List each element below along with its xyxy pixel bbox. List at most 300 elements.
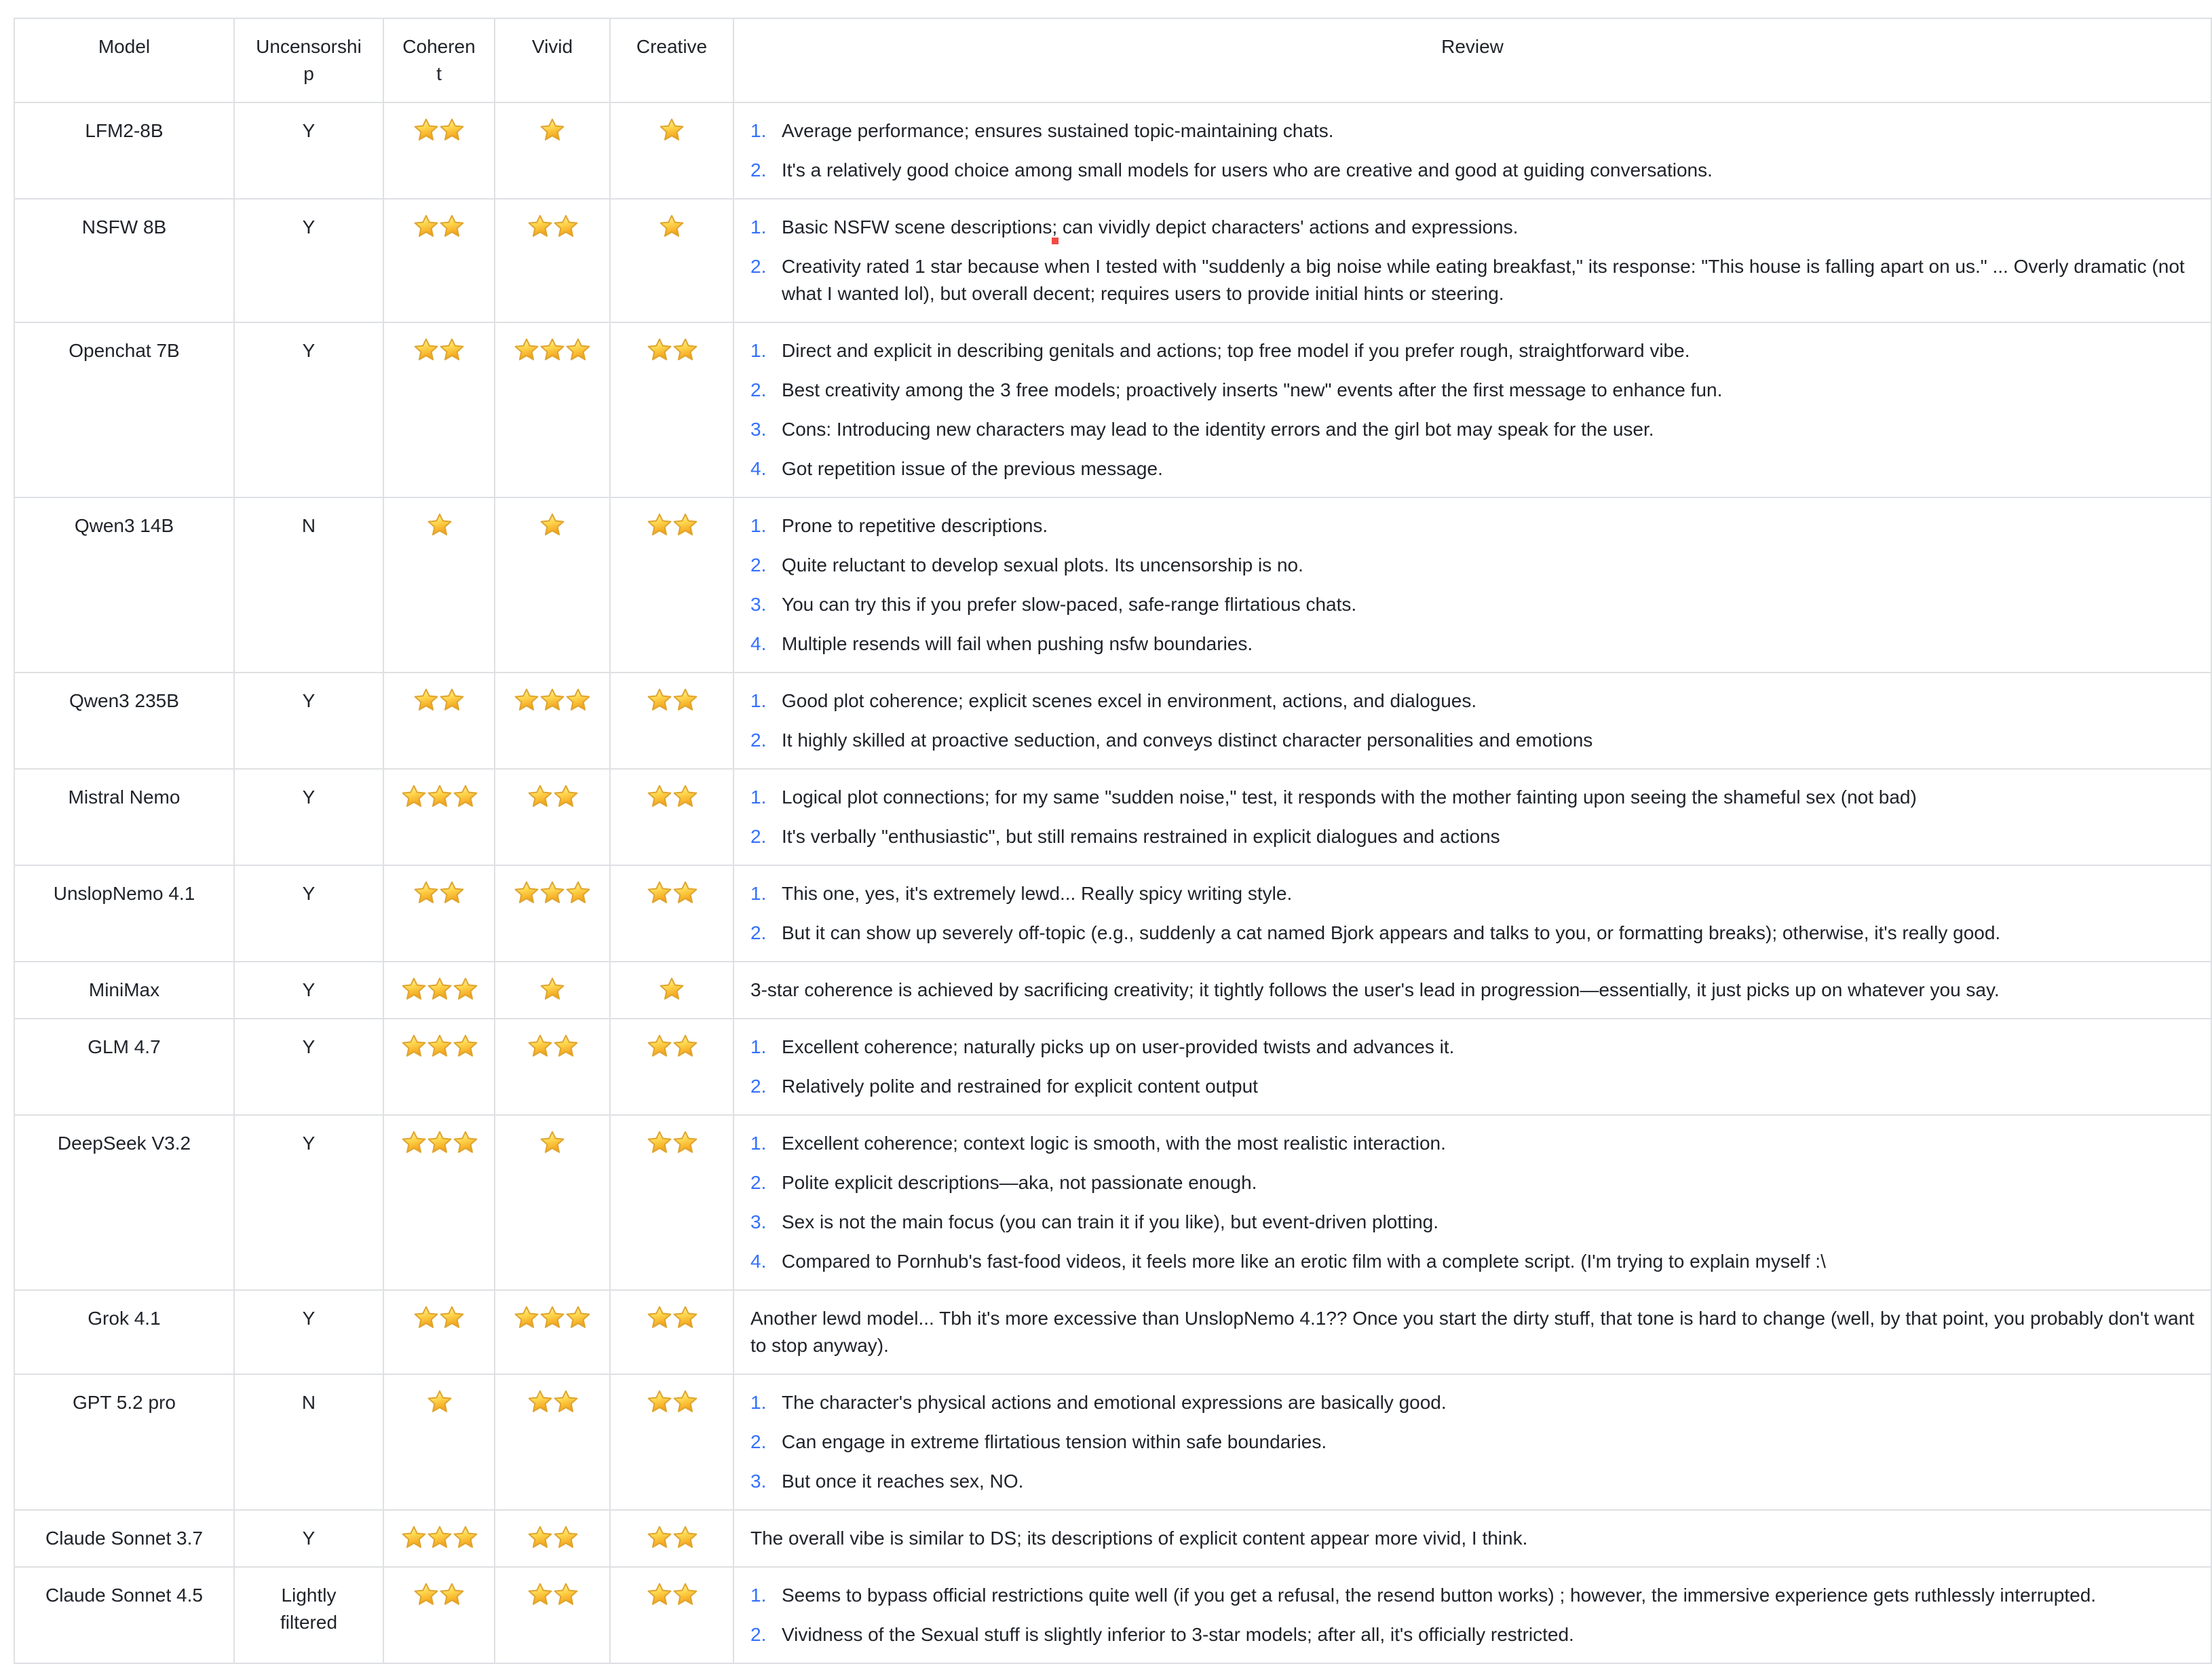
review-cell[interactable] (733, 102, 2211, 199)
review-list-item (750, 117, 2194, 144)
review-list-item (750, 512, 2194, 539)
vivid-rating-cell[interactable] (495, 199, 610, 322)
creative-rating-cell[interactable] (610, 1567, 733, 1663)
vivid-rating-cell[interactable] (495, 865, 610, 962)
model-name: Openchat 7B (69, 339, 180, 361)
model-cell[interactable] (14, 1510, 234, 1567)
star-icon (440, 214, 464, 239)
column-header-vivid[interactable]: Vivid (495, 18, 610, 102)
star-icon (647, 1034, 671, 1059)
uncensorship-value: N (301, 514, 316, 536)
review-paragraph: Another lewd model... Tbh it's more excessive than UnslopNemo 4.1?? Once you start the dirty stuff, that tone is hard to change (well, by that point, you probably don't want to stop anyway). (750, 1307, 2194, 1356)
list-item-number: 2. (750, 159, 767, 181)
list-item-number: 1. (750, 786, 767, 808)
uncensorship-cell[interactable] (234, 497, 383, 673)
list-item-number: 1. (750, 1036, 767, 1057)
star-icon (414, 118, 438, 143)
review-text: Polite explicit descriptions—aka, not passionate enough. (782, 1171, 1257, 1193)
list-item-number: 2. (750, 554, 767, 575)
uncensorship-cell[interactable] (234, 1567, 383, 1663)
review-list-item (750, 415, 2194, 442)
star-icon (566, 881, 590, 905)
review-text: This one, yes, it's extremely lewd... Really spicy writing style. (782, 882, 1293, 904)
vivid-rating-cell[interactable] (495, 1290, 610, 1374)
star-icon (440, 1583, 464, 1607)
creative-rating-cell[interactable] (610, 322, 733, 497)
model-name: DeepSeek V3.2 (57, 1132, 191, 1154)
uncensorship-cell[interactable] (234, 962, 383, 1019)
coherent-rating-cell[interactable] (383, 199, 495, 322)
review-list-item (750, 1208, 2194, 1235)
list-item-number: 2. (750, 922, 767, 943)
coherent-rating-cell[interactable] (383, 865, 495, 962)
review-list-item (750, 1072, 2194, 1099)
list-item-number: 4. (750, 632, 767, 654)
review-paragraph: 3-star coherence is achieved by sacrificing creativity; it tightly follows the user's lead in progression—essentially, it just picks up on whatever you say. (750, 979, 2000, 1000)
review-list-item (750, 337, 2194, 364)
model-cell[interactable] (14, 322, 234, 497)
model-review-table (14, 18, 2212, 1664)
review-text: Logical plot connections; for my same "sudden noise," test, it responds with the mother fainting upon seeing the shameful sex (not bad) (782, 786, 1917, 808)
creative-rating-cell[interactable] (610, 102, 733, 199)
list-item-number: 1. (750, 119, 767, 141)
star-icon (440, 118, 464, 143)
review-text: Excellent coherence; naturally picks up on user-provided twists and advances it. (782, 1036, 1455, 1057)
table-row (14, 102, 2211, 199)
star-icon (672, 688, 697, 713)
review-text: Vividness of the Sexual stuff is slightly inferior to 3-star models; after all, it's officially restricted. (782, 1623, 1574, 1645)
star-icon (414, 688, 438, 713)
table-row (14, 322, 2211, 497)
star-icon (414, 214, 438, 239)
vivid-rating-cell[interactable] (495, 962, 610, 1019)
star-icon (647, 1583, 671, 1607)
list-item-number: 2. (750, 1171, 767, 1193)
review-list-item (750, 1621, 2194, 1648)
review-list-item (750, 783, 2194, 810)
star-icon (672, 1306, 697, 1330)
star-icon (453, 1131, 477, 1155)
review-text: Direct and explicit in describing genitals and actions; top free model if you prefer rough, straightforward vibe. (782, 339, 1690, 361)
star-icon (514, 688, 539, 713)
vivid-rating-cell[interactable] (495, 673, 610, 769)
creative-rating-cell[interactable] (610, 1019, 733, 1115)
star-icon (672, 881, 697, 905)
spellcheck-mark (1052, 238, 1059, 244)
review-text: Creativity rated 1 star because when I tested with "suddenly a big noise while eating breakfast," its response: "This house is falling apart on us." ... Overly dramatic (not what I wanted lol), but overall decent; requires users to provide initial hints or steering. (782, 255, 2185, 304)
star-icon (647, 1131, 671, 1155)
star-icon (672, 513, 697, 537)
coherent-rating-cell[interactable] (383, 769, 495, 865)
uncensorship-value: Y (302, 1036, 316, 1057)
uncensorship-value: Y (302, 1307, 316, 1329)
review-cell[interactable] (733, 322, 2211, 497)
model-name: Mistral Nemo (68, 786, 180, 808)
star-icon (660, 977, 684, 1002)
star-icon (527, 1526, 552, 1550)
uncensorship-cell[interactable] (234, 673, 383, 769)
uncensorship-cell[interactable] (234, 1510, 383, 1567)
column-header-coherent[interactable]: Coherent (383, 18, 495, 102)
model-cell[interactable] (14, 1290, 234, 1374)
review-text: Good plot coherence; explicit scenes excel in environment, actions, and dialogues. (782, 689, 1477, 711)
list-item-number: 3. (750, 1211, 767, 1232)
column-header-model[interactable]: Model (14, 18, 234, 102)
star-icon (566, 338, 590, 362)
list-item-number: 1. (750, 216, 767, 238)
star-icon (540, 881, 565, 905)
coherent-rating-cell[interactable] (383, 322, 495, 497)
star-icon (553, 214, 577, 239)
model-name: Qwen3 235B (69, 689, 179, 711)
vivid-rating-cell[interactable] (495, 1374, 610, 1510)
vivid-rating-cell[interactable] (495, 497, 610, 673)
review-cell[interactable] (733, 1290, 2211, 1374)
model-cell[interactable] (14, 1374, 234, 1510)
list-item-number: 1. (750, 514, 767, 536)
coherent-rating-cell[interactable] (383, 962, 495, 1019)
vivid-rating-cell[interactable] (495, 1019, 610, 1115)
star-icon (401, 1131, 425, 1155)
list-item-number: 2. (750, 1431, 767, 1452)
star-icon (553, 1526, 577, 1550)
star-icon (553, 784, 577, 809)
list-item-number: 2. (750, 825, 767, 847)
star-icon (553, 1390, 577, 1414)
table-row (14, 497, 2211, 673)
list-item-number: 3. (750, 418, 767, 440)
star-icon (566, 1306, 590, 1330)
star-icon (540, 513, 565, 537)
column-header-review[interactable]: Review (733, 18, 2211, 102)
uncensorship-cell[interactable] (234, 199, 383, 322)
star-icon (540, 977, 565, 1002)
star-icon (672, 1131, 697, 1155)
table-row (14, 1510, 2211, 1567)
review-list-item (750, 213, 2194, 240)
list-item-number: 4. (750, 1250, 767, 1272)
star-icon (540, 688, 565, 713)
list-item-number: 2. (750, 1623, 767, 1645)
star-icon (527, 1034, 552, 1059)
star-icon (672, 1390, 697, 1414)
model-name: NSFW 8B (81, 216, 167, 238)
creative-rating-cell[interactable] (610, 673, 733, 769)
review-text: Prone to repetitive descriptions. (782, 514, 1048, 536)
review-text: Can engage in extreme flirtatious tension within safe boundaries. (782, 1431, 1327, 1452)
coherent-rating-cell[interactable] (383, 1019, 495, 1115)
model-name: GPT 5.2 pro (72, 1391, 176, 1413)
list-item-number: 2. (750, 379, 767, 400)
uncensorship-value: Y (302, 339, 316, 361)
coherent-rating-cell[interactable] (383, 1115, 495, 1290)
review-cell[interactable] (733, 769, 2211, 865)
review-text: You can try this if you prefer slow-paced, safe-range flirtatious chats. (782, 593, 1357, 615)
coherent-rating-cell[interactable] (383, 1510, 495, 1567)
star-icon (440, 1306, 464, 1330)
creative-rating-cell[interactable] (610, 865, 733, 962)
table-row (14, 962, 2211, 1019)
star-icon (647, 1390, 671, 1414)
uncensorship-value: Y (302, 1527, 316, 1549)
table-row (14, 1019, 2211, 1115)
star-icon (672, 1034, 697, 1059)
model-cell[interactable] (14, 865, 234, 962)
uncensorship-cell[interactable] (234, 1019, 383, 1115)
star-icon (660, 214, 684, 239)
list-item-number: 2. (750, 1075, 767, 1097)
list-item-number: 1. (750, 1132, 767, 1154)
creative-rating-cell[interactable] (610, 962, 733, 1019)
uncensorship-value: Y (302, 689, 316, 711)
model-cell[interactable] (14, 1115, 234, 1290)
model-cell[interactable] (14, 497, 234, 673)
uncensorship-value: Y (302, 1132, 316, 1154)
star-icon (553, 1583, 577, 1607)
uncensorship-cell[interactable] (234, 102, 383, 199)
review-text: The character's physical actions and emotional expressions are basically good. (782, 1391, 1447, 1413)
uncensorship-value: N (301, 1391, 316, 1413)
review-list-item (750, 1428, 2194, 1455)
creative-rating-cell[interactable] (610, 1115, 733, 1290)
creative-rating-cell[interactable] (610, 1510, 733, 1567)
review-text: Multiple resends will fail when pushing nsfw boundaries. (782, 632, 1253, 654)
column-header-creative[interactable]: Creative (610, 18, 733, 102)
list-item-number: 1. (750, 689, 767, 711)
list-item-number: 1. (750, 1391, 767, 1413)
vivid-rating-cell[interactable] (495, 769, 610, 865)
list-item-number: 2. (750, 729, 767, 751)
model-cell[interactable] (14, 199, 234, 322)
uncensorship-cell[interactable] (234, 865, 383, 962)
star-icon (527, 1390, 552, 1414)
star-icon (440, 881, 464, 905)
review-text: Average performance; ensures sustained topic-maintaining chats. (782, 119, 1334, 141)
star-icon (540, 118, 565, 143)
review-text: It's verbally "enthusiastic", but still remains restrained in explicit dialogues and actions (782, 825, 1500, 847)
table-row (14, 673, 2211, 769)
review-cell[interactable] (733, 1019, 2211, 1115)
star-icon (540, 1131, 565, 1155)
model-cell[interactable] (14, 962, 234, 1019)
model-cell[interactable] (14, 673, 234, 769)
review-text: But once it reaches sex, NO. (782, 1470, 1024, 1492)
review-list-item (750, 1247, 2194, 1274)
review-text: Cons: Introducing new characters may lead to the identity errors and the girl bot may speak for the user. (782, 418, 1654, 440)
star-icon (566, 688, 590, 713)
list-item-number: 3. (750, 593, 767, 615)
star-icon (453, 977, 477, 1002)
vivid-rating-cell[interactable] (495, 102, 610, 199)
star-icon (527, 1583, 552, 1607)
review-list-item (750, 919, 2194, 946)
table-row (14, 1567, 2211, 1663)
uncensorship-value: Y (302, 786, 316, 808)
model-name: GLM 4.7 (88, 1036, 161, 1057)
star-icon (427, 784, 451, 809)
review-list-item (750, 1581, 2194, 1608)
star-icon (514, 1306, 539, 1330)
star-icon (414, 338, 438, 362)
star-icon (401, 1034, 425, 1059)
review-text: Got repetition issue of the previous message. (782, 457, 1163, 479)
review-cell[interactable] (733, 497, 2211, 673)
review-list-item (750, 726, 2194, 753)
review-cell[interactable] (733, 673, 2211, 769)
uncensorship-cell[interactable] (234, 322, 383, 497)
star-icon (514, 881, 539, 905)
list-item-number: 1. (750, 882, 767, 904)
star-icon (527, 214, 552, 239)
model-name: LFM2-8B (85, 119, 164, 141)
table-row (14, 1290, 2211, 1374)
star-icon (553, 1034, 577, 1059)
review-list-item (750, 376, 2194, 403)
review-text: But it can show up severely off-topic (e.g., suddenly a cat named Bjork appears and talks to you, or formatting breaks); otherwise, it's really good. (782, 922, 2001, 943)
star-icon (647, 688, 671, 713)
review-text: Compared to Pornhub's fast-food videos, it feels more like an erotic film with a complete script. (I'm trying to explain myself :\ (782, 1250, 1826, 1272)
star-icon (401, 977, 425, 1002)
uncensorship-cell[interactable] (234, 1374, 383, 1510)
creative-rating-cell[interactable] (610, 769, 733, 865)
review-list-item (750, 822, 2194, 850)
list-item-number: 1. (750, 1584, 767, 1606)
star-icon (540, 338, 565, 362)
review-list-item (750, 1169, 2194, 1196)
review-cell[interactable] (733, 1567, 2211, 1663)
list-item-number: 4. (750, 457, 767, 479)
table-row (14, 199, 2211, 322)
star-icon (427, 1131, 451, 1155)
column-header-uncensorship[interactable]: Uncensorship (234, 18, 383, 102)
vivid-rating-cell[interactable] (495, 322, 610, 497)
uncensorship-value: Y (302, 119, 316, 141)
model-cell[interactable] (14, 1019, 234, 1115)
uncensorship-value: Y (302, 882, 316, 904)
model-name: MiniMax (88, 979, 160, 1000)
review-text: Seems to bypass official restrictions quite well (if you get a refusal, the resend button works) ; however, the immersive experience gets ruthlessly interrupted. (782, 1584, 2097, 1606)
table-row (14, 1115, 2211, 1290)
list-item-number: 1. (750, 339, 767, 361)
coherent-rating-cell[interactable] (383, 1567, 495, 1663)
review-list-item (750, 1467, 2194, 1494)
review-list-item (750, 687, 2194, 714)
uncensorship-cell[interactable] (234, 1290, 383, 1374)
review-list-item (750, 455, 2194, 482)
star-icon (647, 1306, 671, 1330)
review-list-item (750, 880, 2194, 907)
star-icon (660, 118, 684, 143)
star-icon (647, 881, 671, 905)
review-list-item (750, 156, 2194, 183)
review-text: Relatively polite and restrained for explicit content output (782, 1075, 1258, 1097)
review-paragraph: The overall vibe is similar to DS; its descriptions of explicit content appear more vivid, I think. (750, 1527, 1528, 1549)
review-text: Excellent coherence; context logic is smooth, with the most realistic interaction. (782, 1132, 1446, 1154)
review-list-item (750, 590, 2194, 618)
review-list-item (750, 551, 2194, 578)
model-name: Claude Sonnet 3.7 (45, 1527, 203, 1549)
star-icon (540, 1306, 565, 1330)
model-cell[interactable] (14, 1567, 234, 1663)
review-list-item (750, 1388, 2194, 1416)
model-name: Qwen3 14B (74, 514, 174, 536)
review-cell[interactable] (733, 962, 2211, 1019)
review-cell[interactable] (733, 1115, 2211, 1290)
coherent-rating-cell[interactable] (383, 102, 495, 199)
coherent-rating-cell[interactable] (383, 1290, 495, 1374)
review-text: Basic NSFW scene descriptions; can vividly depict characters' actions and expressions. (782, 213, 1518, 240)
uncensorship-cell[interactable] (234, 1115, 383, 1290)
star-icon (440, 688, 464, 713)
star-icon (453, 784, 477, 809)
star-icon (427, 1526, 451, 1550)
review-list-item (750, 1033, 2194, 1060)
review-cell[interactable] (733, 1510, 2211, 1567)
vivid-rating-cell[interactable] (495, 1510, 610, 1567)
review-text: It's a relatively good choice among small models for users who are creative and good at guiding conversations. (782, 159, 1713, 181)
review-cell[interactable] (733, 199, 2211, 322)
star-icon (647, 338, 671, 362)
coherent-rating-cell[interactable] (383, 497, 495, 673)
creative-rating-cell[interactable] (610, 1374, 733, 1510)
review-list-item (750, 1129, 2194, 1156)
table-row (14, 769, 2211, 865)
review-text: Sex is not the main focus (you can train it if you like), but event-driven plotting. (782, 1211, 1439, 1232)
review-cell[interactable] (733, 865, 2211, 962)
review-cell[interactable] (733, 1374, 2211, 1510)
star-icon (672, 1526, 697, 1550)
creative-rating-cell[interactable] (610, 199, 733, 322)
review-list-item (750, 252, 2194, 307)
star-icon (427, 513, 451, 537)
star-icon (401, 784, 425, 809)
uncensorship-value: Y (302, 216, 316, 238)
review-text: It highly skilled at proactive seduction, and conveys distinct character personalities and emotions (782, 729, 1593, 751)
star-icon (427, 977, 451, 1002)
creative-rating-cell[interactable] (610, 497, 733, 673)
review-text: Best creativity among the 3 free models; proactively inserts "new" events after the first message to enhance fun. (782, 379, 1723, 400)
star-icon (453, 1034, 477, 1059)
uncensorship-value: Lightly filtered (280, 1584, 338, 1633)
creative-rating-cell[interactable] (610, 1290, 733, 1374)
vivid-rating-cell[interactable] (495, 1567, 610, 1663)
model-name: Grok 4.1 (88, 1307, 161, 1329)
star-icon (514, 338, 539, 362)
star-icon (672, 1583, 697, 1607)
model-name: UnslopNemo 4.1 (53, 882, 195, 904)
uncensorship-value: Y (302, 979, 316, 1000)
model-cell[interactable] (14, 102, 234, 199)
list-item-number: 2. (750, 255, 767, 277)
star-icon (440, 338, 464, 362)
vivid-rating-cell[interactable] (495, 1115, 610, 1290)
star-icon (672, 784, 697, 809)
table-row (14, 1374, 2211, 1510)
list-item-number: 3. (750, 1470, 767, 1492)
star-icon (427, 1034, 451, 1059)
star-icon (401, 1526, 425, 1550)
star-icon (647, 784, 671, 809)
star-icon (453, 1526, 477, 1550)
review-list-item (750, 630, 2194, 657)
uncensorship-cell[interactable] (234, 769, 383, 865)
star-icon (527, 784, 552, 809)
coherent-rating-cell[interactable] (383, 1374, 495, 1510)
star-icon (414, 1306, 438, 1330)
model-cell[interactable] (14, 769, 234, 865)
review-text: Quite reluctant to develop sexual plots. Its uncensorship is no. (782, 554, 1303, 575)
coherent-rating-cell[interactable] (383, 673, 495, 769)
